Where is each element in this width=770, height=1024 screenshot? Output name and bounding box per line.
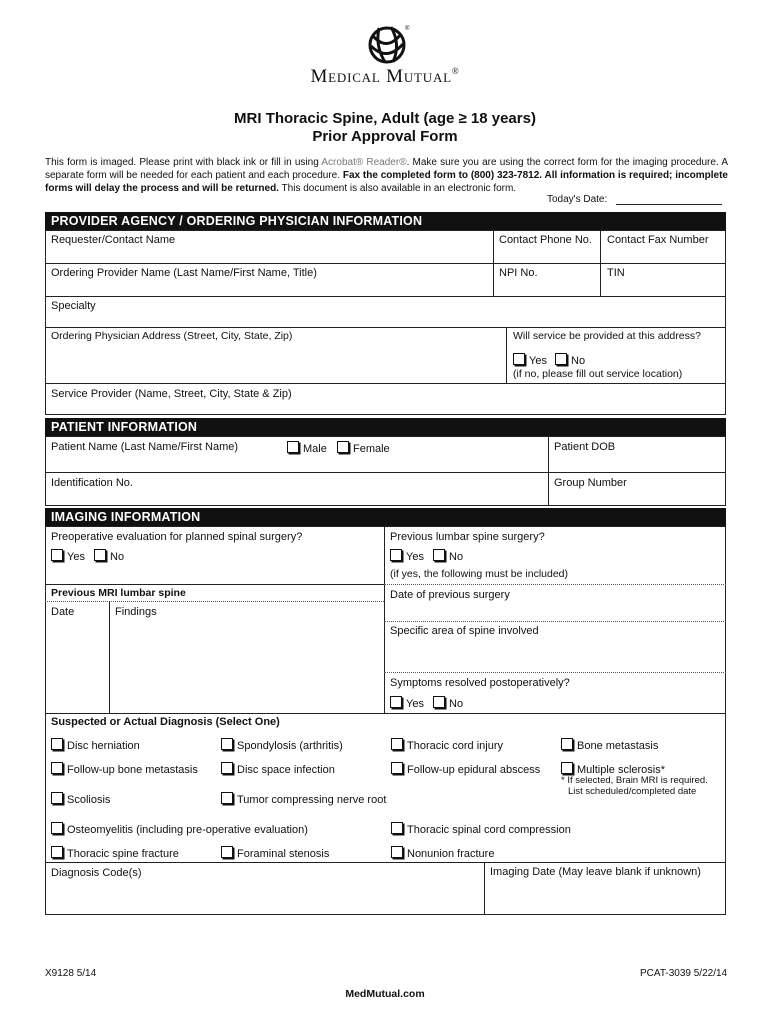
imaging-dotted-divider [384,584,726,585]
ms-note2: List scheduled/completed date [568,786,697,797]
provider-col-divider [493,230,494,296]
checkbox[interactable] [555,353,567,365]
imaging-row-divider [45,862,726,863]
preop-yes-option[interactable] [51,549,85,563]
patient-name-field[interactable]: Patient Name (Last Name/First Name) [51,441,239,453]
checkbox[interactable] [391,738,403,750]
ordering-provider-field[interactable]: Ordering Provider Name (Last Name/First Name, Title) [51,267,317,279]
no-label: No [110,551,125,563]
provider-col-divider [506,327,507,383]
preop-question: Preoperative evaluation for planned spinal surgery? [51,531,303,543]
prev-lumbar-question: Previous lumbar spine surgery? [390,531,545,543]
yes-label: Yes [529,355,547,367]
provider-row-divider [45,327,726,328]
provider-col-divider [600,230,601,296]
bone-metastasis-option[interactable] [561,738,658,752]
option-label: Scoliosis [67,794,111,806]
male-option[interactable] [287,441,327,455]
checkbox[interactable] [287,441,299,453]
checkbox[interactable] [51,549,63,561]
option-label: Bone metastasis [577,740,659,752]
contact-phone-field[interactable]: Contact Phone No. [499,234,592,246]
checkbox[interactable] [391,822,403,834]
checkbox[interactable] [561,762,573,774]
foraminal-stenosis-option[interactable] [221,846,329,860]
imaging-header: IMAGING INFORMATION [45,508,726,526]
checkbox[interactable] [221,738,233,750]
checkbox[interactable] [433,549,445,561]
option-label: Tumor compressing nerve root [237,794,387,806]
option-label: Thoracic cord injury [407,740,503,752]
checkbox[interactable] [561,738,573,750]
ms-note1: * If selected, Brain MRI is required. [561,775,708,786]
female-option[interactable] [337,441,390,455]
followup-bone-metastasis-option[interactable] [51,762,198,776]
checkbox[interactable] [391,846,403,858]
thoracic-cord-injury-option[interactable] [391,738,503,752]
disc-herniation-option[interactable] [51,738,140,752]
osteomyelitis-option[interactable] [51,822,308,836]
mri-findings-field[interactable]: Findings [115,606,157,618]
option-label: Disc herniation [67,740,140,752]
option-label: Spondylosis (arthritis) [237,740,343,752]
brand-name [300,66,470,88]
option-label: Thoracic spine fracture [67,848,179,860]
todays-date-line[interactable] [616,204,722,205]
male-label: Male [303,443,327,455]
option-label: Foraminal stenosis [237,848,330,860]
imaging-dotted-divider [384,621,726,622]
if-yes-note: (if yes, the following must be included) [390,568,569,580]
title-line2: Prior Approval Form [312,128,458,145]
symptoms-yes-option[interactable] [390,696,424,710]
checkbox[interactable] [391,762,403,774]
service-yes-option[interactable] [513,353,547,367]
service-no-option[interactable] [555,353,585,367]
prev-lumbar-yes-option[interactable] [390,549,424,563]
imaging-col-divider [484,862,485,915]
contact-fax-field[interactable]: Contact Fax Number [607,234,709,246]
mri-date-field[interactable]: Date [51,606,75,618]
thoracic-cord-compression-option[interactable] [391,822,571,836]
option-label: Disc space infection [237,764,335,776]
option-label: Osteomyelitis (including pre-operative evaluation) [67,824,308,836]
spondylosis-option[interactable] [221,738,343,752]
provider-row-divider [45,296,726,297]
service-question: Will service be provided at this address? [513,330,701,342]
imaging-col-divider [109,601,110,713]
todays-date-label: Today's Date: [547,194,608,205]
no-label: No [571,355,586,367]
checkbox[interactable] [221,846,233,858]
tin-field[interactable]: TIN [607,267,625,279]
requester-field[interactable]: Requester/Contact Name [51,234,176,246]
checkbox[interactable] [94,549,106,561]
specialty-field[interactable]: Specialty [51,300,96,312]
thoracic-fracture-option[interactable] [51,846,179,860]
imaging-row-divider [45,713,726,714]
tumor-option[interactable] [221,792,386,806]
checkbox[interactable] [51,792,63,804]
no-label: No [449,551,464,563]
checkbox[interactable] [51,762,63,774]
disc-space-infection-option[interactable] [221,762,335,776]
diagnosis-header: Suspected or Actual Diagnosis (Select One) [51,716,280,728]
intro-part2: . Make sure you are using the correct form for the imaging procedure. A separate form will be needed for each patient and each procedure. [45,157,729,181]
imaging-date-field[interactable]: Imaging Date (May leave blank if unknown) [490,866,701,878]
patient-row-divider [45,472,726,473]
preop-no-option[interactable] [94,549,124,563]
form-code-right: PCAT-3039 5/22/14 [640,968,728,979]
option-label: Thoracic spinal cord compression [407,824,571,836]
symptoms-no-option[interactable] [433,696,463,710]
prev-lumbar-no-option[interactable] [433,549,463,563]
intro-text [45,156,728,195]
checkbox[interactable] [51,738,63,750]
option-label: Nonunion fracture [407,848,495,860]
physician-address-field[interactable]: Ordering Physician Address (Street, City, State, Zip) [51,330,293,342]
intro-part1: This form is imaged. Please print with black ink or fill in using [45,157,322,168]
no-label: No [449,698,464,710]
prev-mri-label: Previous MRI lumbar spine [51,587,186,599]
checkbox[interactable] [337,441,349,453]
scoliosis-option[interactable] [51,792,110,806]
checkbox[interactable] [433,696,445,708]
checkbox[interactable] [51,822,63,834]
female-label: Female [353,443,390,455]
service-note: (if no, please fill out service location) [513,368,683,380]
imaging-dotted-divider [384,672,726,673]
checkbox[interactable] [390,549,402,561]
provider-row-divider [45,263,726,264]
form-code-left: X9128 5/14 [45,968,97,979]
acrobat-link[interactable]: Acrobat® Reader® [321,157,407,168]
patient-header: PATIENT INFORMATION [45,418,726,436]
brand-name-text: Medical Mutual [310,66,452,87]
patient-dob-field[interactable]: Patient DOB [554,441,616,453]
yes-label: Yes [67,551,85,563]
provider-header: PROVIDER AGENCY / ORDERING PHYSICIAN INFORMATION [45,212,726,230]
logo-globe-icon [365,22,411,66]
nonunion-fracture-option[interactable] [391,846,494,860]
checkbox[interactable] [221,792,233,804]
option-label: Follow-up bone metastasis [67,764,198,776]
patient-col-divider [548,436,549,506]
title-line1: MRI Thoracic Spine, Adult (age ≥ 18 years) [234,110,536,127]
checkbox[interactable] [51,846,63,858]
identification-field[interactable]: Identification No. [51,477,133,489]
yes-label: Yes [406,551,424,563]
brand-trademark: ® [451,66,460,76]
checkbox[interactable] [390,696,402,708]
checkbox[interactable] [513,353,525,365]
symptoms-question: Symptoms resolved postoperatively? [390,677,570,689]
checkbox[interactable] [221,762,233,774]
specific-area-field[interactable]: Specific area of spine involved [390,625,539,637]
followup-epidural-abscess-option[interactable] [391,762,540,776]
npi-field[interactable]: NPI No. [499,267,538,279]
imaging-dotted-divider [45,601,384,602]
page-title [0,110,770,146]
diagnosis-codes-field[interactable]: Diagnosis Code(s) [51,867,142,879]
yes-label: Yes [406,698,424,710]
logo [365,22,411,66]
svg-text:®: ® [405,26,410,32]
intro-fax-bold: Fax the completed form to (800) 323-7812. All information is required; incomplete forms will delay the process and will be returned. [45,170,728,194]
provider-row-divider [45,383,726,384]
multiple-sclerosis-option[interactable] [561,762,665,776]
footer-site[interactable]: MedMutual.com [345,988,425,1000]
date-prev-surgery-field[interactable]: Date of previous surgery [390,589,510,601]
intro-part3: This document is also available in an electronic form. [278,183,517,194]
group-number-field[interactable]: Group Number [554,477,627,489]
option-label: Follow-up epidural abscess [407,764,541,776]
imaging-col-divider [384,526,385,713]
imaging-row-divider [45,584,384,585]
option-label: Multiple sclerosis* [577,764,666,776]
service-provider-field[interactable]: Service Provider (Name, Street, City, State & Zip) [51,388,292,400]
